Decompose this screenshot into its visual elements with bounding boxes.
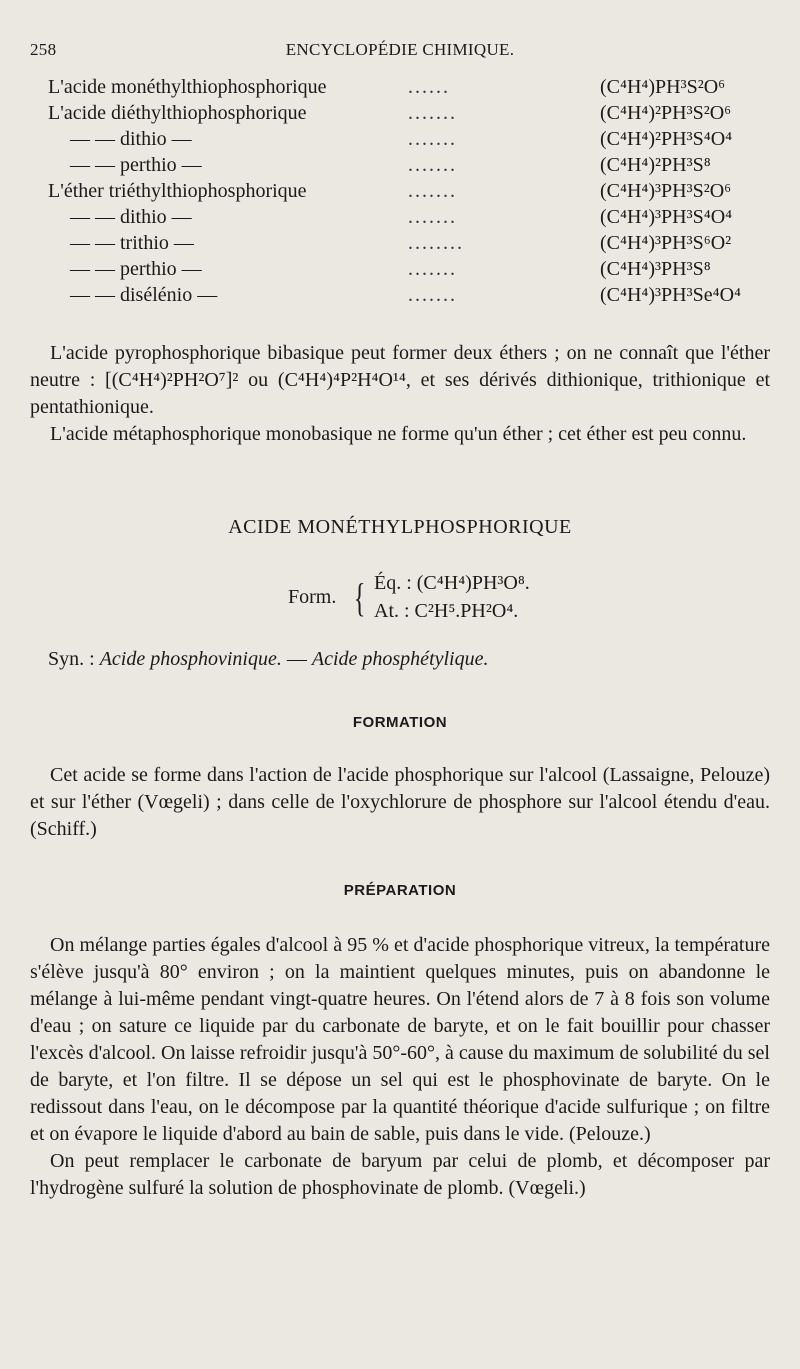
formula: (C⁴H⁴)²PH³S⁴O⁴ [600, 128, 733, 150]
preparation-title: PRÉPARATION [343, 882, 457, 899]
formula-label: Form. [288, 586, 337, 608]
list-item: — — perthio — ....... (C⁴H⁴)²PH³S⁸ [70, 154, 711, 176]
separator: — [286, 648, 307, 670]
synonym: Acide phosphovinique. [99, 648, 282, 670]
equivalent-formula: Éq. : (C⁴H⁴)PH³O⁸. [374, 572, 530, 594]
formula: (C⁴H⁴)PH³S²O⁶ [600, 76, 726, 98]
list-item: L'acide diéthylthiophosphorique ....... (C⁴H⁴)²PH³S²O⁶ [48, 102, 732, 124]
formula: (C⁴H⁴)³PH³S⁶O² [600, 232, 732, 254]
page-number: 258 [30, 40, 57, 59]
formula: (C⁴H⁴)²PH³S²O⁶ [600, 102, 732, 124]
formula: (C⁴H⁴)³PH³S⁸ [600, 258, 711, 280]
paragraph: L'acide pyrophosphorique bibasique peut former deux éthers ; on ne connaît que l'éther neutre : [(C⁴H⁴)²PH²O⁷]² ou (C⁴H⁴)⁴P²H⁴O¹⁴, et ses dérivés dithionique, trithionique et pentathionique. [30, 342, 770, 418]
brace-glyph: { [353, 575, 366, 620]
formula: (C⁴H⁴)³PH³S⁴O⁴ [600, 206, 733, 228]
formula: (C⁴H⁴)³PH³S²O⁶ [600, 180, 732, 202]
running-head: ENCYCLOPÉDIE CHIMIQUE. [285, 40, 515, 59]
formation-title: FORMATION [352, 714, 448, 731]
synonyms [48, 648, 489, 671]
formula: (C⁴H⁴)²PH³S⁸ [600, 154, 711, 176]
formation-text [30, 762, 770, 843]
compound-list [48, 74, 768, 308]
list-item: L'acide monéthylthiophosphorique ...... (C⁴H⁴)PH³S²O⁶ [48, 76, 726, 98]
synonyms-prefix: Syn. : [48, 648, 95, 670]
paragraph: L'acide métaphosphorique monobasique ne forme qu'un éther ; cet éther est peu connu. [50, 423, 747, 445]
list-item: — — dithio — ....... (C⁴H⁴)²PH³S⁴O⁴ [70, 128, 733, 150]
preparation-text [30, 932, 770, 1202]
intro-text [30, 340, 770, 448]
list-item: — — dithio — ....... (C⁴H⁴)³PH³S⁴O⁴ [70, 206, 733, 228]
formula: (C⁴H⁴)³PH³Se⁴O⁴ [600, 284, 741, 306]
list-item: — — trithio — ........ (C⁴H⁴)³PH³S⁶O² [70, 232, 732, 254]
paragraph: On peut remplacer le carbonate de baryum par celui de plomb, et décomposer par l'hydrogène sulfuré la solution de phosphovinate de plomb. (Vœgeli.) [30, 1150, 770, 1199]
list-item: — — perthio — ....... (C⁴H⁴)³PH³S⁸ [70, 258, 711, 280]
atomic-formula: At. : C²H⁵.PH²O⁴. [374, 600, 519, 622]
paragraph: On mélange parties égales d'alcool à 95 % et d'acide phosphorique vitreux, la température s'élève jusqu'à 80° environ ; on la maintient quelques minutes, puis on abandonne le mélange à lui-même pendant vingt-quatre heures. On l'étend alors de 7 à 8 fois son volume d'eau ; on sature ce liquide par du carbonate de baryte, et on le fait bouillir pour chasser l'excès d'alcool. On laisse refroidir jusqu'à 50°-60°, à cause du maximum de solubilité du sel de baryte, et l'on filtre. Il se dépose un sel qui est le phosphovinate de baryte. On le redissout dans l'eau, on le décompose par la quantité théorique d'acide sulfurique ; on filtre et on évapore le liquide d'abord au bain de sable, puis dans le vide. (Pelouze.) [30, 934, 770, 1145]
formula-block [288, 572, 588, 628]
list-item: — — disélénio — ....... (C⁴H⁴)³PH³Se⁴O⁴ [70, 284, 741, 306]
section-title: ACIDE MONÉTHYLPHOSPHORIQUE [228, 516, 572, 538]
synonym: Acide phosphétylique. [311, 648, 489, 670]
page-header [30, 40, 770, 68]
paragraph: Cet acide se forme dans l'action de l'acide phosphorique sur l'alcool (Lassaigne, Pelouze) et sur l'éther (Vœgeli) ; dans celle de l'oxychlorure de phosphore sur l'alcool étendu d'eau. (Schiff.) [30, 764, 770, 840]
list-item: L'éther triéthylthiophosphorique ....... (C⁴H⁴)³PH³S²O⁶ [48, 180, 732, 202]
